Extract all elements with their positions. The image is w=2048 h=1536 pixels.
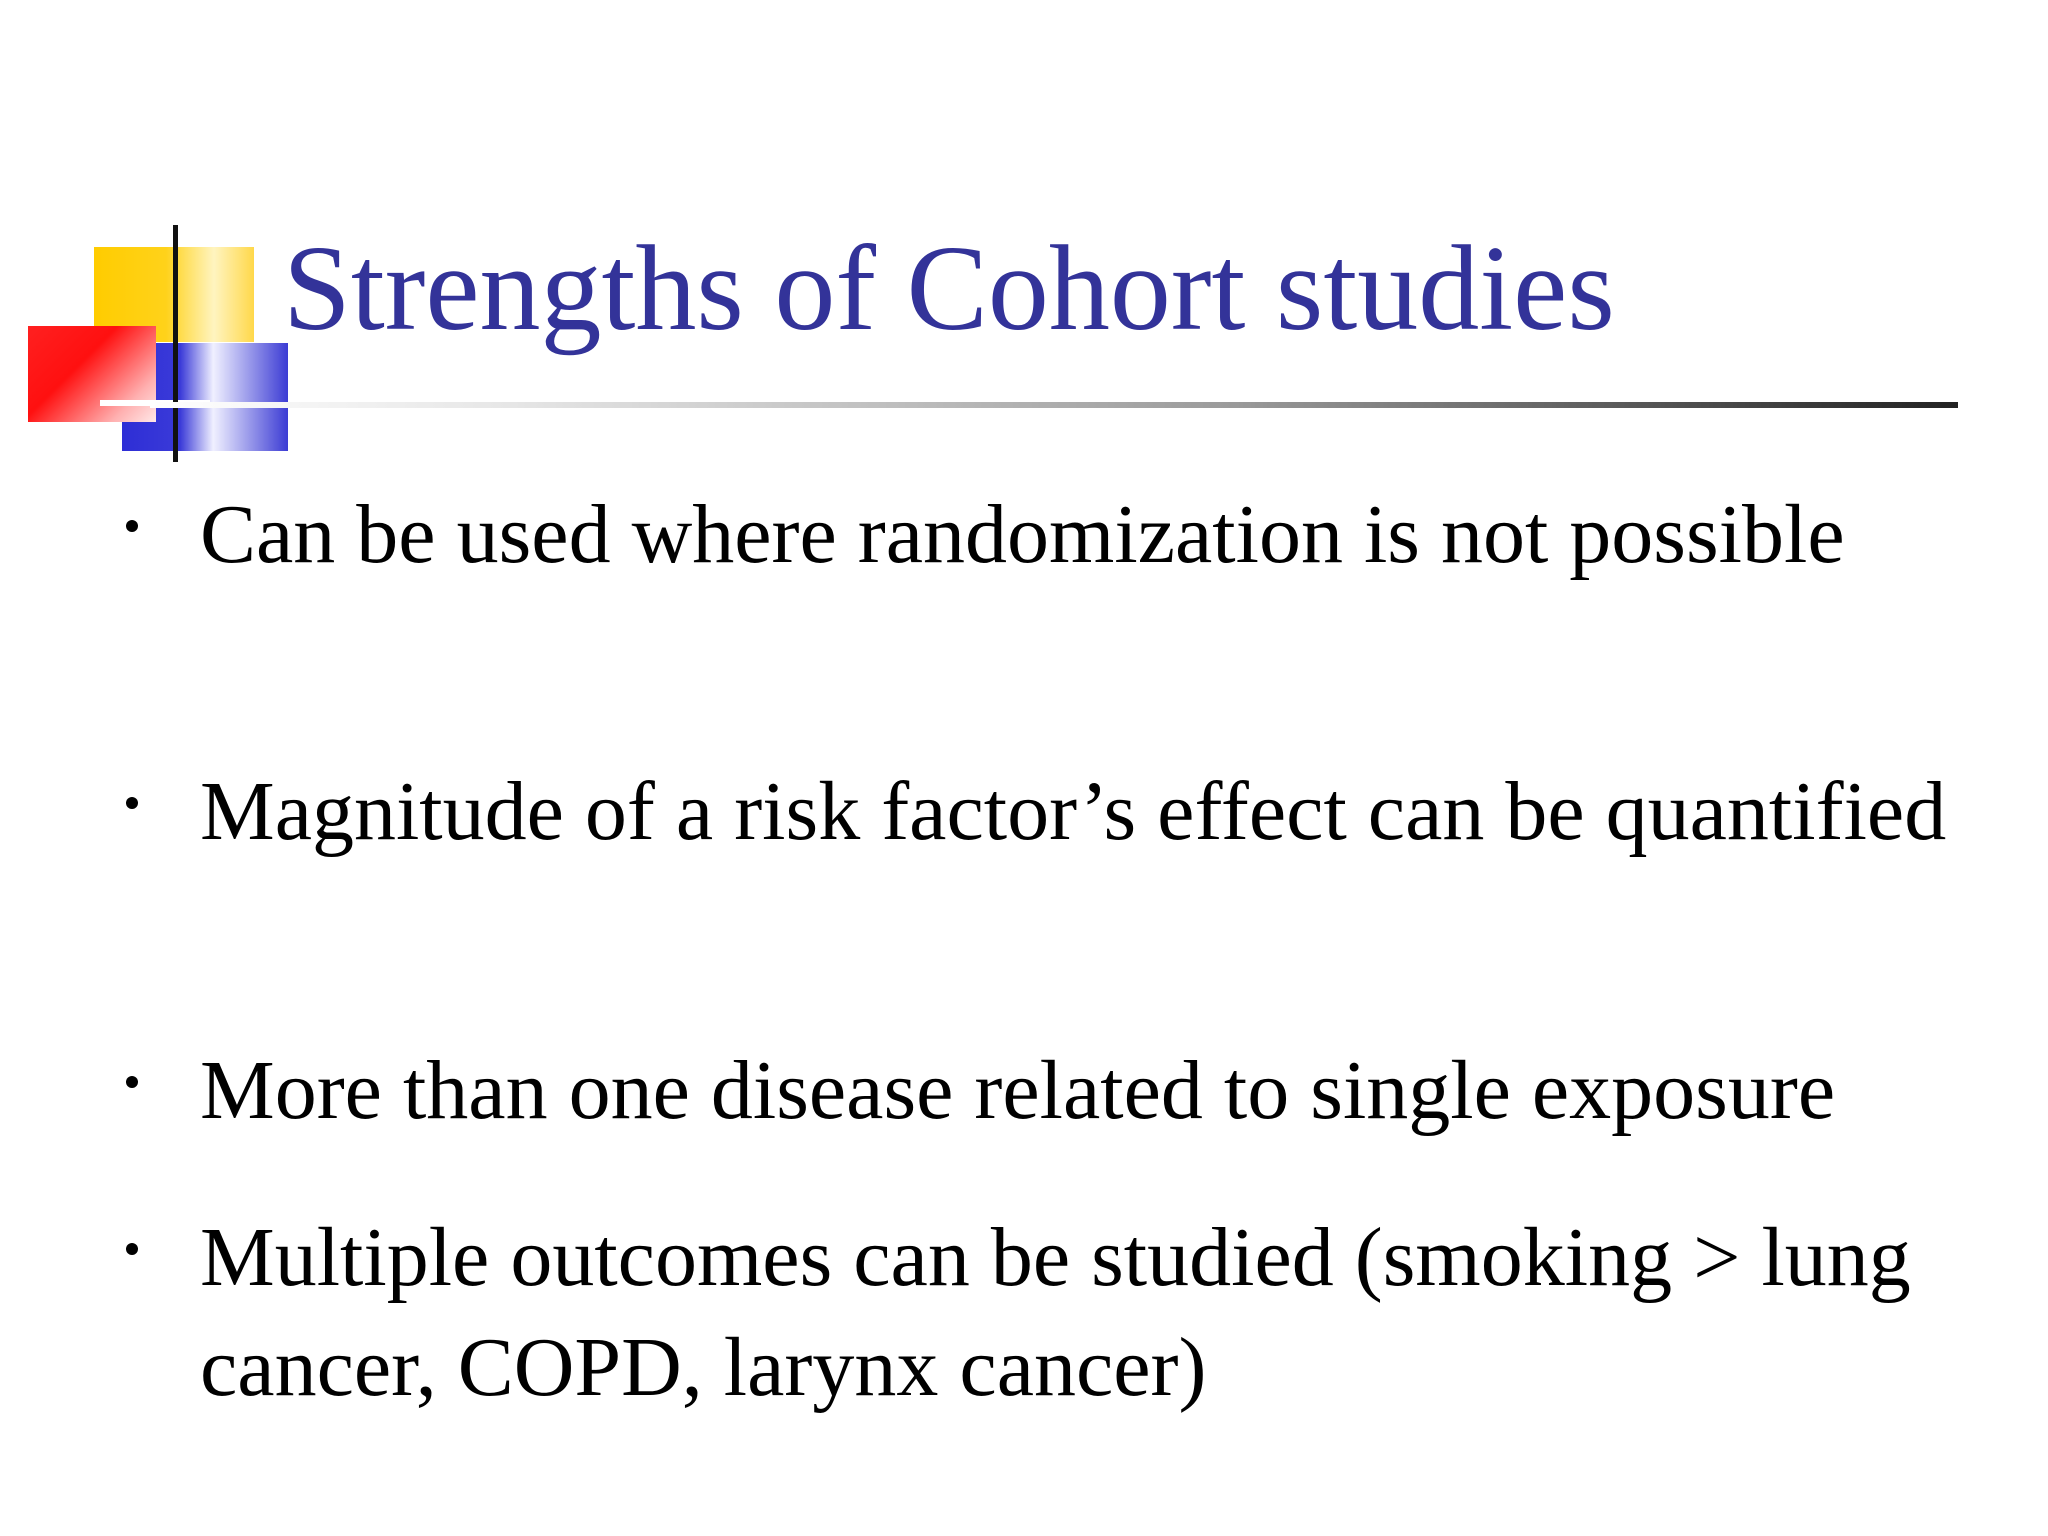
bullet-text: Multiple outcomes can be studied (smoking > lung cancer, COPD, larynx cancer) xyxy=(200,1211,1911,1414)
red-square-decoration xyxy=(28,326,156,422)
slide-title: Strengths of Cohort studies xyxy=(283,221,1615,356)
bullet-dot-icon xyxy=(126,520,138,532)
bullet-dot-icon xyxy=(126,1076,138,1088)
bullet-dot-icon xyxy=(126,1243,138,1255)
bullet-text: Magnitude of a risk factor’s effect can be quantified xyxy=(200,765,1947,858)
bullet-dot-icon xyxy=(126,797,138,809)
bullet-text: Can be used where randomization is not possible xyxy=(200,488,1845,581)
vertical-bar-decoration xyxy=(173,225,178,462)
title-underline xyxy=(150,402,1958,408)
bullet-text: More than one disease related to single exposure xyxy=(200,1044,1836,1137)
